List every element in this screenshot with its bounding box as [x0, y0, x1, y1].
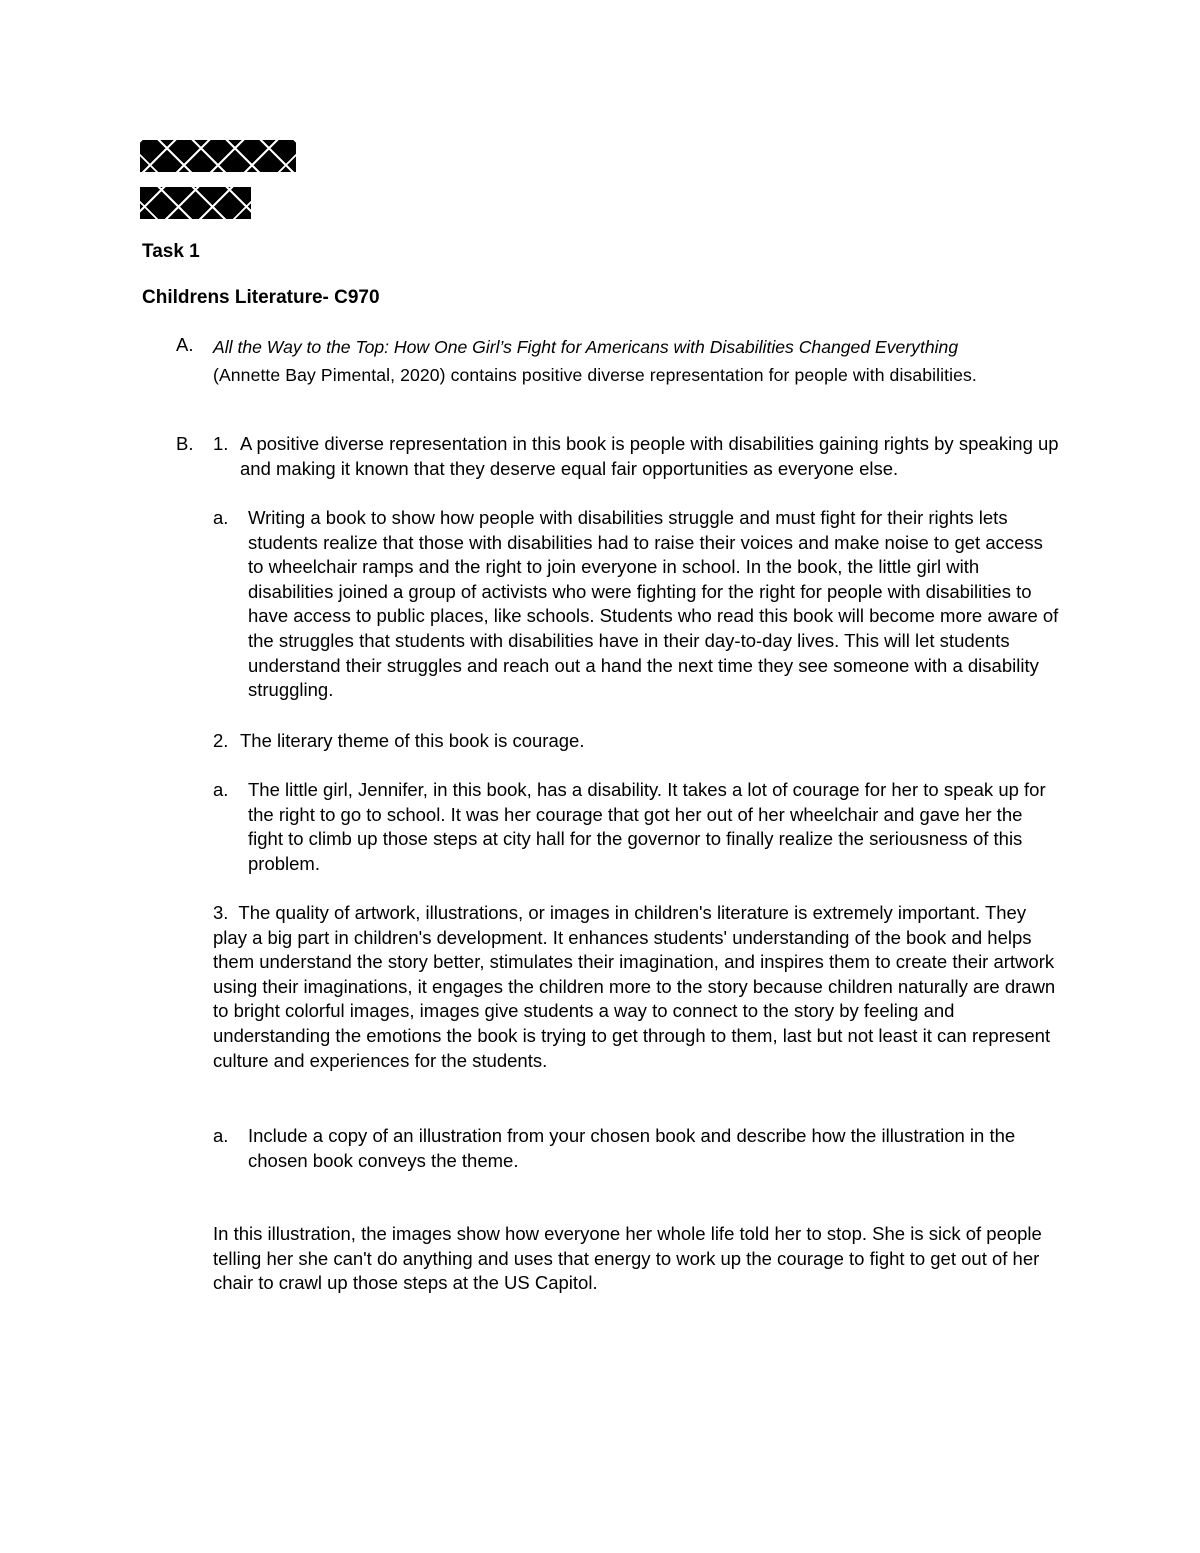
- item-1-text: A positive diverse representation in this book is people with disabilities gaining rights by speaking up and making it known that they deserve equal fair opportunities as everyone else.: [240, 433, 1059, 479]
- item-3-number: 3.: [213, 902, 229, 923]
- section-a-statement: (Annette Bay Pimental, 2020) contains positive diverse representation for people with disabilities.: [213, 365, 977, 385]
- section-b-marker: B.: [176, 433, 194, 454]
- item-3-body: The quality of artwork, illustrations, or images in children's literature is extremely important. They play a big part in children's development. It enhances students' understanding of the book and helps them understand the story better, stimulates their imagination, and inspires them to create their artwork using their imaginations, it engages the children more to the story because children naturally are drawn to bright colorful images, images give students a way to connect to the story by feeling and understanding the emotions the book is trying to get through to them, last but not least it can represent culture and experiences for the students.: [213, 902, 1056, 1071]
- redacted-name-block: [140, 140, 296, 172]
- section-a-body: [213, 333, 1073, 389]
- book-title: All the Way to the Top: How One Girl’s Fight for Americans with Disabilities Changed Everything: [213, 337, 959, 357]
- task-heading: Task 1: [142, 241, 200, 262]
- item-1-number: 1.: [213, 433, 229, 454]
- item-2-text: The literary theme of this book is courage.: [240, 730, 585, 751]
- item-1a-text: Writing a book to show how people with disabilities struggle and must fight for their rights lets students realize that those with disabilities had to raise their voices and make noise to get access to wheelchair ramps and the right to join everyone in school. In the book, the little girl with disabilities joined a group of activists who were fighting for the right for people with disabilities to have access to public places, like schools. Students who read this book will become more aware of the struggles that students with disabilities have in their day-to-day lives. This will let students understand their struggles and reach out a hand the next time they see someone with a disability struggling.: [248, 507, 1059, 701]
- item-3-text: [213, 901, 1063, 1073]
- item-1a-marker: a.: [213, 507, 229, 528]
- item-2a-marker: a.: [213, 779, 229, 800]
- item-3a-text: Include a copy of an illustration from your chosen book and describe how the illustration in the chosen book conveys the theme.: [248, 1125, 1016, 1171]
- closing-paragraph: In this illustration, the images show how everyone her whole life told her to stop. She is sick of people telling her she can't do anything and uses that energy to work up the courage to fight to get out of her chair to crawl up those steps at the US Capitol.: [213, 1223, 1042, 1294]
- redacted-id-block: [140, 187, 251, 219]
- item-3a-marker: a.: [213, 1125, 229, 1146]
- section-a-marker: A.: [176, 334, 194, 355]
- item-2-number: 2.: [213, 730, 229, 751]
- course-heading: Childrens Literature- C970: [142, 287, 380, 308]
- item-2a-text: The little girl, Jennifer, in this book, has a disability. It takes a lot of courage for her to speak up for the right to go to school. It was her courage that got her out of her wheelchair and gave her the fight to climb up those steps at city hall for the governor to finally realize the seriousness of this problem.: [248, 779, 1046, 874]
